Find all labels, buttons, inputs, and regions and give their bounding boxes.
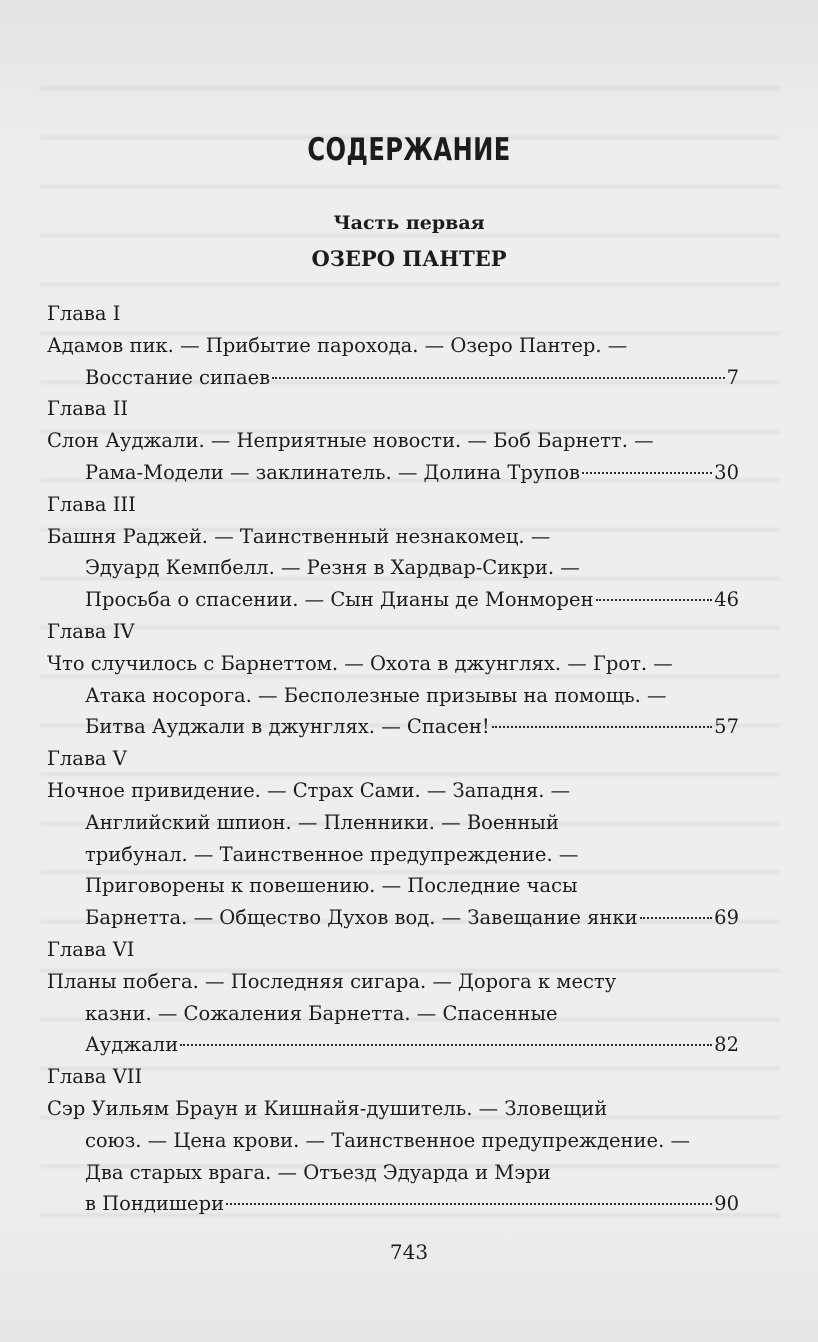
chapter-summary-line: Башня Раджей. — Таинственный незнакомец. — [47, 524, 551, 548]
chapter-summary-text: Ауджали [85, 1033, 179, 1057]
chapter-summary-last-line [47, 1188, 739, 1220]
chapter-heading: Глава IV [47, 619, 135, 643]
chapter-summary-line: трибунал. — Таинственное предупреждение. — [85, 842, 579, 866]
chapter-page-number: 30 [714, 460, 739, 484]
chapter-summary-last-line [47, 584, 739, 616]
chapter-heading: Глава VI [47, 937, 135, 961]
chapter-summary-line: Адамов пик. — Прибытие парохода. — Озеро Пантер. — [47, 333, 628, 357]
chapter-summary-text: Битва Ауджали в джунглях. — Спасен! [85, 715, 490, 739]
chapter-summary-last-line [47, 711, 739, 743]
dot-leader [272, 377, 724, 379]
chapter-heading: Глава I [47, 302, 121, 325]
toc-entry [47, 489, 739, 616]
chapter-heading: Глава II [47, 397, 129, 421]
toc-entry [47, 616, 739, 743]
chapter-page-number: 7 [726, 365, 739, 389]
page-number: 743 [389, 1240, 429, 1264]
chapter-summary-line: союз. — Цена крови. — Таинственное предупреждение. — [85, 1128, 690, 1152]
chapter-summary-text: Рама-Модели — заклинатель. — Долина Трупов [85, 460, 581, 484]
chapter-summary-line: Эдуард Кемпбелл. — Резня в Хардвар-Сикри. — [85, 556, 580, 580]
dot-leader [492, 726, 712, 728]
chapter-summary-text: Барнетта. — Общество Духов вод. — Завещание янки [85, 906, 638, 930]
dot-leader [226, 1203, 712, 1205]
chapter-heading: Глава V [47, 747, 127, 771]
chapter-summary-last-line [47, 457, 739, 489]
chapter-page-number: 69 [714, 906, 739, 930]
chapter-summary-line: Слон Ауджали. — Неприятные новости. — Боб Барнетт. — [47, 429, 654, 453]
dot-leader [582, 472, 712, 474]
chapter-summary-last-line [47, 902, 739, 934]
toc-entry [47, 1061, 739, 1220]
chapter-summary-line: Приговорены к повешению. — Последние часы [85, 874, 578, 898]
chapter-summary-line: Два старых врага. — Отъезд Эдуарда и Мэри [85, 1160, 551, 1184]
toc-entry [47, 298, 739, 393]
toc-entry [47, 743, 739, 934]
part-title: ОЗЕРО ПАНТЕР [311, 246, 507, 271]
dot-leader [180, 1044, 712, 1046]
page-title: СОДЕРЖАНИЕ [307, 132, 511, 168]
chapter-summary-line: Ночное привидение. — Страх Сами. — Западня. — [47, 778, 571, 802]
chapter-summary-text: Восстание сипаев [85, 365, 271, 389]
dot-leader [596, 599, 713, 601]
dot-leader [640, 917, 713, 919]
chapter-page-number: 57 [714, 715, 739, 739]
table-of-contents [47, 298, 739, 1220]
chapter-heading: Глава VII [47, 1065, 143, 1089]
chapter-summary-line: казни. — Сожаления Барнетта. — Спасенные [85, 1001, 558, 1025]
chapter-page-number: 90 [714, 1192, 739, 1216]
chapter-heading: Глава III [47, 492, 136, 516]
chapter-summary-line: Английский шпион. — Пленники. — Военный [85, 810, 559, 834]
chapter-summary-line: Сэр Уильям Браун и Кишнайя-душитель. — Зловещий [47, 1096, 608, 1120]
chapter-summary-last-line [47, 1029, 739, 1061]
toc-entry [47, 934, 739, 1061]
part-label: Часть первая [333, 212, 485, 234]
chapter-page-number: 46 [714, 588, 739, 612]
chapter-summary-line: Планы побега. — Последняя сигара. — Дорога к месту [47, 969, 617, 993]
toc-entry [47, 393, 739, 488]
chapter-summary-line: Что случилось с Барнеттом. — Охота в джунглях. — Грот. — [47, 651, 673, 675]
chapter-summary-text: Просьба о спасении. — Сын Дианы де Монморен [85, 588, 594, 612]
chapter-summary-line: Атака носорога. — Бесполезные призывы на помощь. — [85, 683, 667, 707]
chapter-summary-text: в Пондишери [85, 1192, 225, 1216]
chapter-summary-last-line [47, 362, 739, 394]
chapter-page-number: 82 [714, 1033, 739, 1057]
